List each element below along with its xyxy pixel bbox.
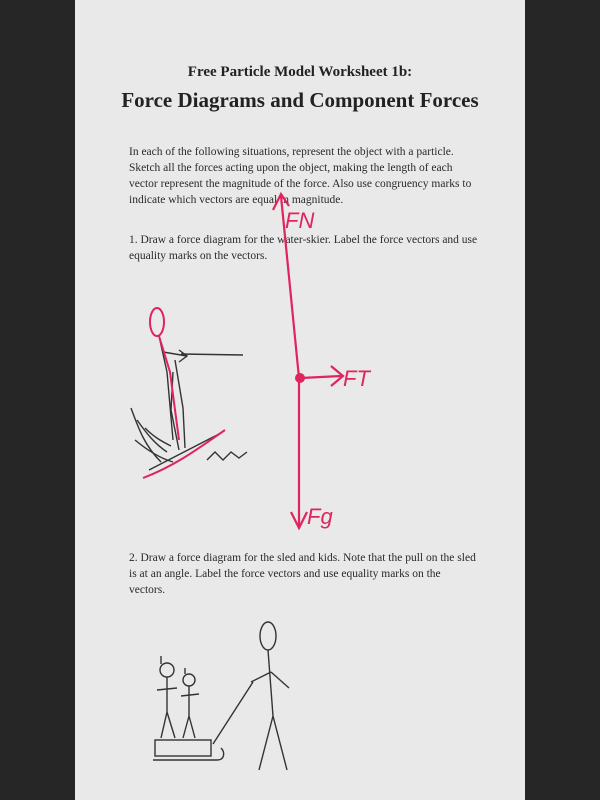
right-letterbox [525, 0, 600, 800]
force-diagram [273, 194, 343, 528]
gravity-force-label: Fg [307, 504, 333, 529]
left-letterbox [0, 0, 75, 800]
tension-force-arrow [301, 376, 341, 378]
worksheet-subtitle: Force Diagrams and Component Forces [121, 88, 479, 112]
worksheet-title: Free Particle Model Worksheet 1b: [187, 64, 413, 80]
normal-force-label: FN [285, 208, 315, 233]
worksheet-page [75, 0, 525, 800]
instructions-paragraph: In each of the following situations, represent the object with a particle. Sketch all the forces acting upon the object, making the length of each vector represent the magnitude of the force. Also use congruency marks to indicate which vectors are equal in magnitude. [129, 146, 472, 206]
sled-and-kids-illustration [153, 622, 289, 770]
particle-dot [295, 373, 305, 383]
drawings-layer [75, 0, 525, 800]
tension-force-label: FT [343, 366, 370, 391]
question-2-text: 2. Draw a force diagram for the sled and kids. Note that the pull on the sled is at an angle. Label the force vectors and use equality marks on the vectors. [129, 552, 476, 596]
question-1-text: 1. Draw a force diagram for the water-skier. Label the force vectors and use equality marks on the vectors. [129, 234, 478, 262]
water-skier-illustration [131, 308, 247, 470]
